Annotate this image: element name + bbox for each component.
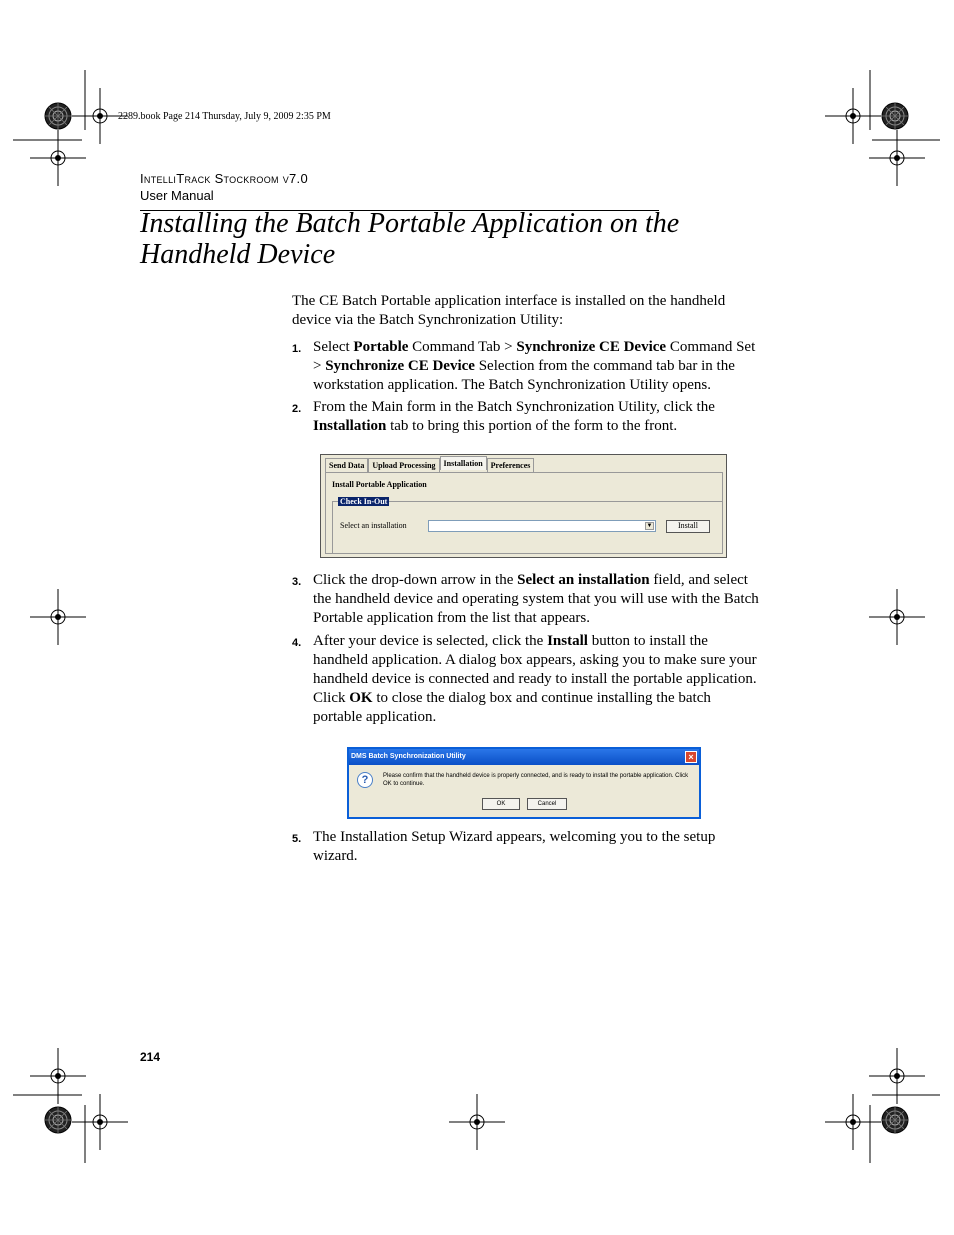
running-header-product: IntelliTrack Stockroom v7.0	[140, 171, 308, 186]
tab-preferences[interactable]: Preferences	[487, 458, 535, 472]
step-5	[292, 828, 762, 866]
intro-paragraph: The CE Batch Portable application interface is installed on the handheld device via the Batch Synchronization Utility:	[292, 293, 726, 328]
select-installation-label: Select an installation	[340, 521, 407, 530]
check-in-out-label: Check In-Out	[340, 497, 388, 506]
tab-strip	[325, 458, 534, 472]
step-number: 1.	[292, 343, 302, 355]
tab-upload-processing[interactable]: Upload Processing	[368, 458, 439, 472]
step-number: 2.	[292, 403, 302, 415]
running-header-manual: User Manual	[140, 188, 214, 203]
ok-button[interactable]: OK	[482, 798, 520, 810]
tab-installation[interactable]: Installation	[440, 456, 487, 470]
step-text: After your device is selected, click the Install button to install the handheld application. A dialog box appears, asking you to make sure your handheld device is connected and ready to install the portable application. Click OK to close the dialog box and continue installing the batch portable application.	[313, 633, 757, 725]
confirm-dialog-screenshot	[347, 747, 701, 819]
dialog-title: DMS Batch Synchronization Utility	[349, 749, 699, 765]
step-number: 4.	[292, 637, 302, 649]
step-text: Click the drop-down arrow in the Select an installation field, and select the handheld device and operating system that you will use with the Batch Portable application from the list that appears.	[313, 572, 759, 626]
chevron-down-icon[interactable]: ▼	[646, 523, 653, 529]
step-number: 3.	[292, 576, 302, 588]
step-1	[292, 338, 762, 395]
install-button[interactable]: Install	[666, 520, 710, 533]
step-3	[292, 571, 762, 628]
tab-send-data[interactable]: Send Data	[325, 458, 368, 472]
section-title: Installing the Batch Portable Application on the Handheld Device	[140, 208, 680, 270]
select-installation-dropdown[interactable]	[428, 520, 656, 532]
installation-pane	[325, 472, 723, 554]
cancel-button[interactable]: Cancel	[527, 798, 567, 810]
step-text: From the Main form in the Batch Synchronization Utility, click the Installation tab to bring this portion of the form to the front.	[313, 399, 715, 434]
group-title: Install Portable Application	[332, 480, 427, 489]
step-4	[292, 632, 762, 727]
close-icon[interactable]: ×	[685, 751, 697, 763]
step-text: Select Portable Command Tab > Synchronize CE Device Command Set > Synchronize CE Device Selection from the command tab bar in the workstation application. The Batch Synchronization Utility opens.	[313, 339, 756, 393]
question-icon: ?	[357, 772, 373, 788]
page-number: 214	[140, 1050, 161, 1064]
step-text: The Installation Setup Wizard appears, welcoming you to the setup wizard.	[313, 829, 716, 864]
step-number: 5.	[292, 833, 302, 845]
print-slug: 2289.book Page 214 Thursday, July 9, 2009 2:35 PM	[118, 111, 331, 122]
dialog-message: Please confirm that the handheld device is properly connected, and is ready to install the portable application. Click OK to continue.	[383, 773, 689, 787]
step-2	[292, 398, 762, 436]
installation-tab-screenshot	[320, 454, 727, 558]
